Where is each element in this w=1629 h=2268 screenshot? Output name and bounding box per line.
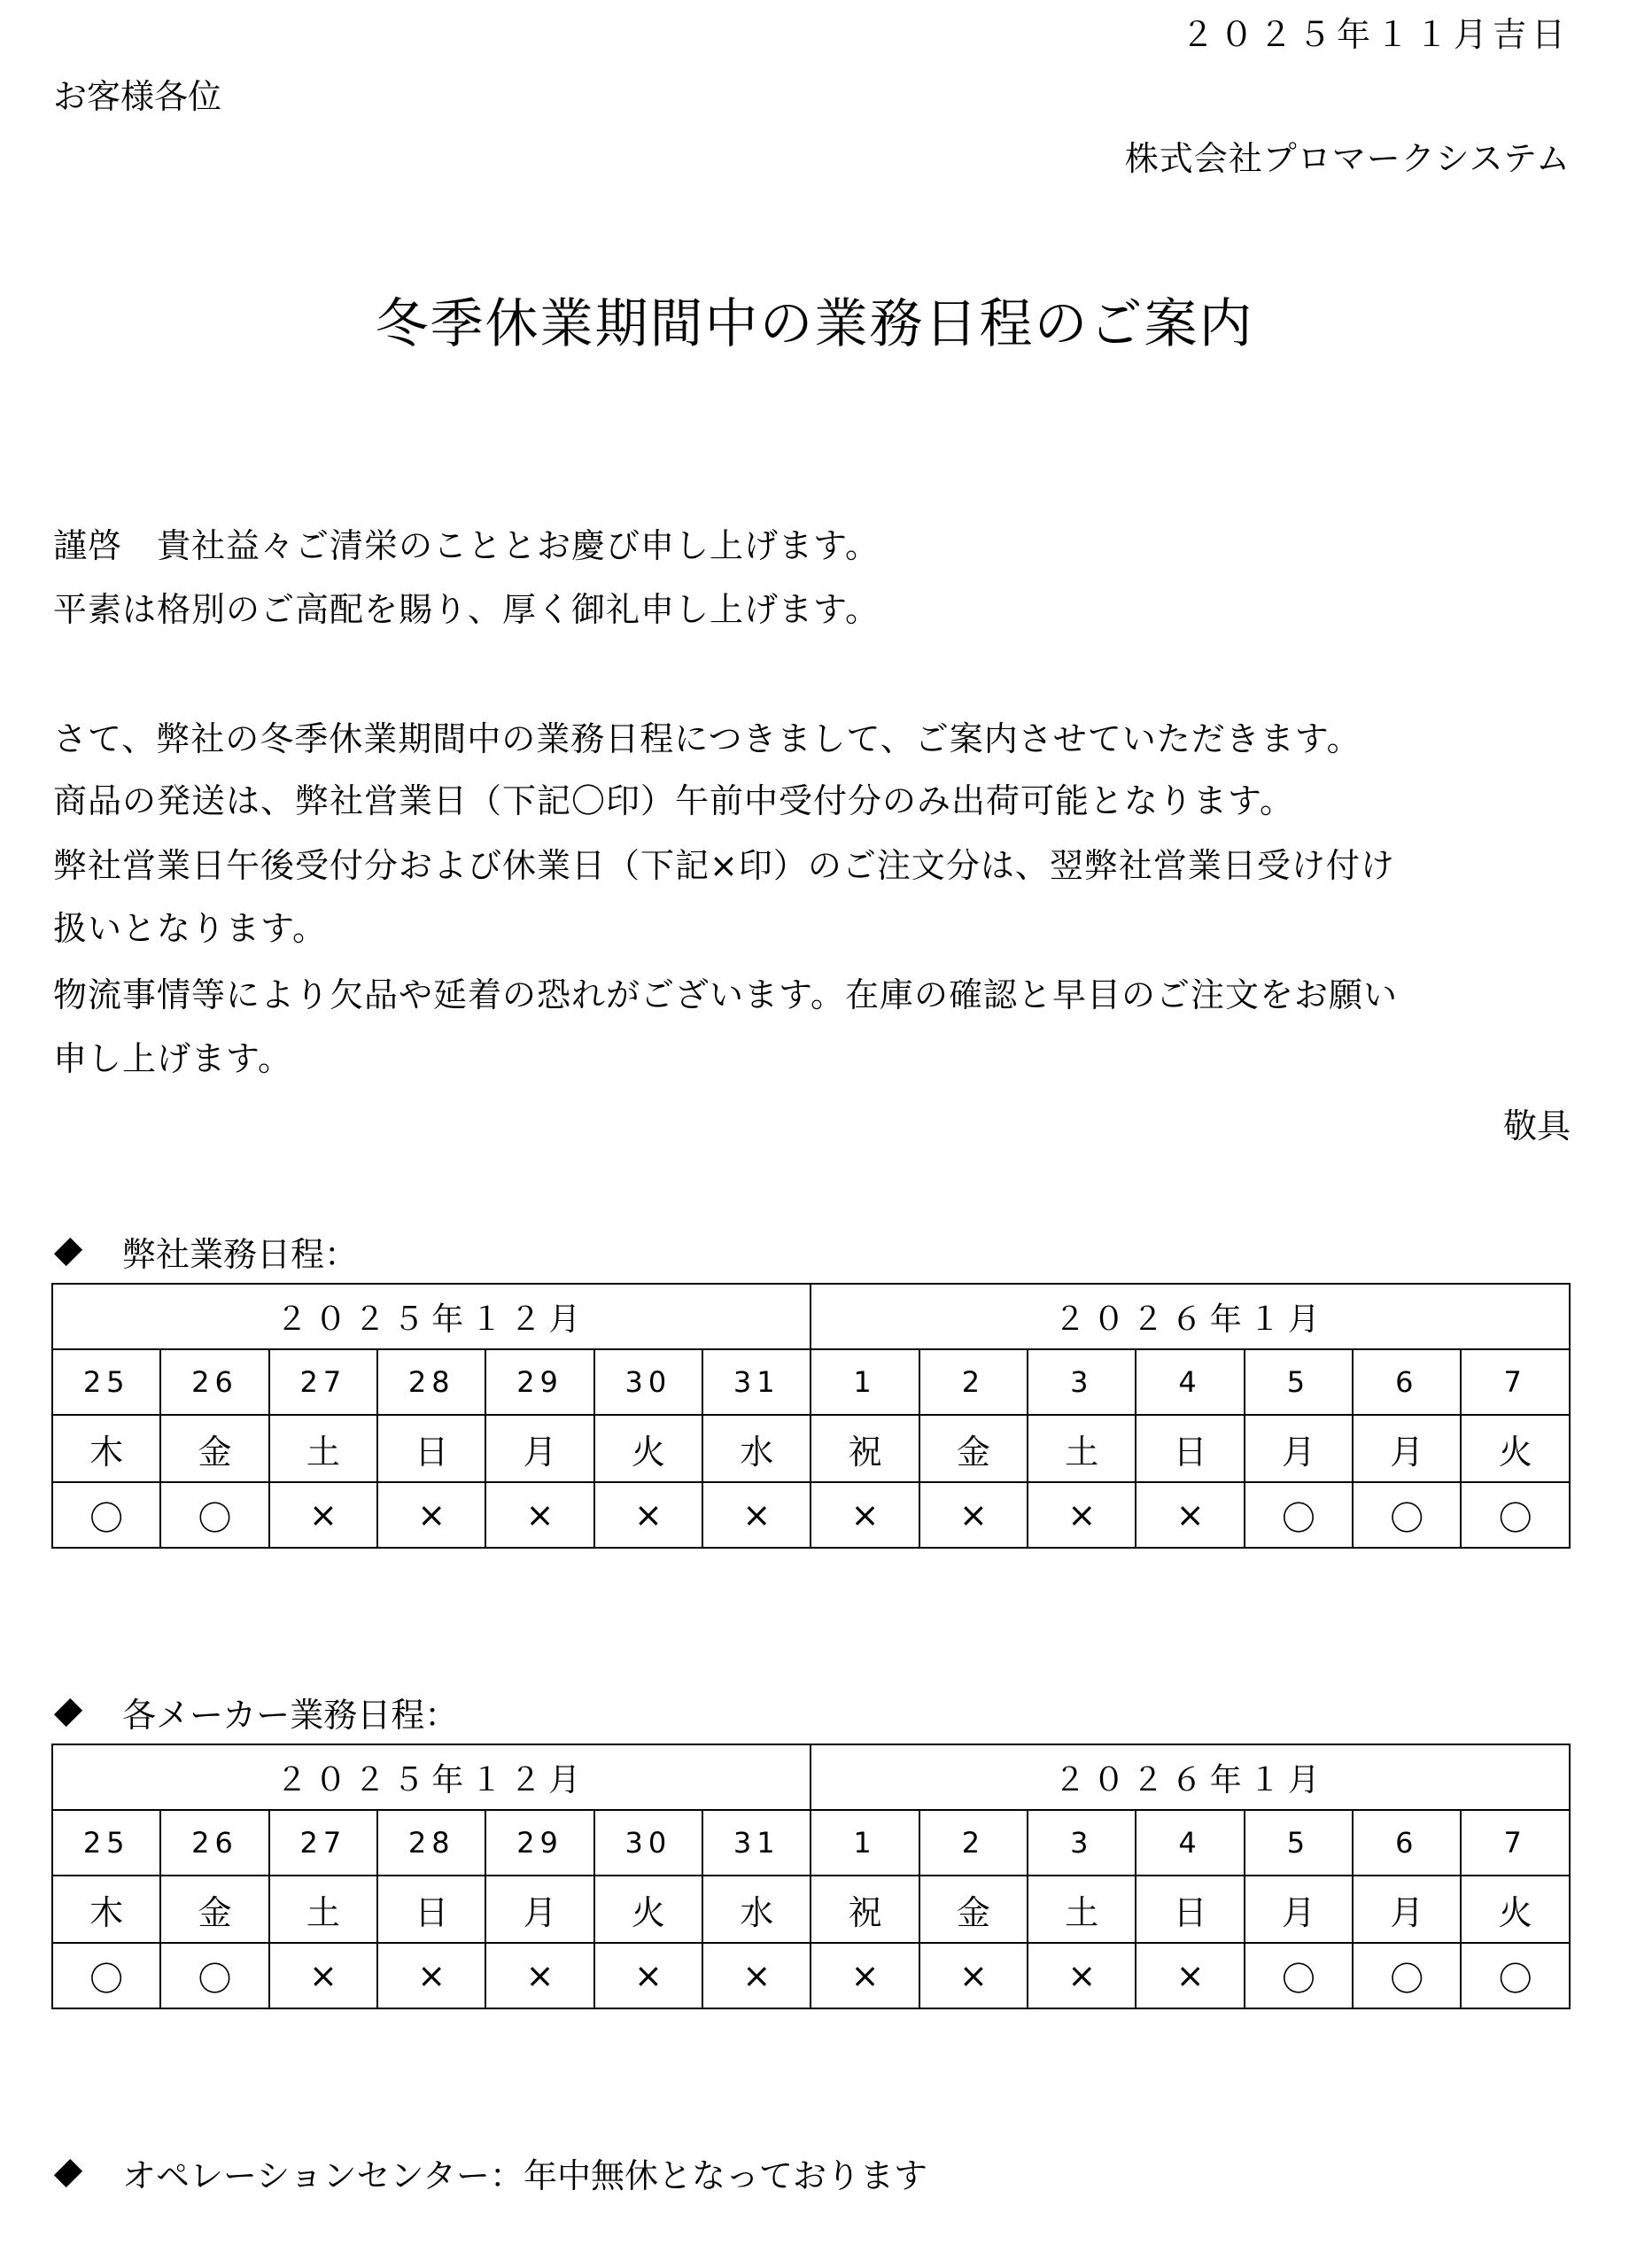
- weekday-cell: 祝: [811, 1415, 919, 1482]
- day-cell: 6: [1353, 1349, 1461, 1415]
- day-cell: 28: [377, 1349, 485, 1415]
- status-mark-cell: ×: [377, 1482, 485, 1548]
- status-mark-cell: ×: [1136, 1482, 1244, 1548]
- status-mark-cell: 〇: [1461, 1482, 1570, 1548]
- body-line: 平素は格別のご高配を賜り、厚く御礼申し上げます。: [53, 590, 880, 629]
- body-line: 弊社営業日午後受付分および休業日（下記×印）のご注文分は、翌弊社営業日受け付け: [53, 846, 1395, 885]
- weekday-cell: 日: [377, 1876, 485, 1943]
- day-cell: 7: [1461, 1810, 1570, 1876]
- status-mark-cell: ×: [1028, 1943, 1136, 2008]
- weekday-cell: 土: [1028, 1415, 1136, 1482]
- day-cell: 25: [52, 1810, 160, 1876]
- weekday-cell: 金: [919, 1876, 1028, 1943]
- day-cell: 30: [594, 1349, 702, 1415]
- diamond-bullet-icon: [54, 1697, 82, 1726]
- status-mark-cell: ×: [919, 1482, 1028, 1548]
- weekday-cell: 日: [1136, 1415, 1244, 1482]
- weekday-cell: 月: [1245, 1415, 1353, 1482]
- section-heading-operation-center: [51, 2148, 927, 2197]
- month-header: ２０２６年１月: [811, 1744, 1570, 1810]
- status-mark-cell: ×: [811, 1482, 919, 1548]
- status-mark-cell: ×: [485, 1482, 593, 1548]
- weekday-cell: 日: [377, 1415, 485, 1482]
- status-mark-cell: ×: [269, 1943, 377, 2008]
- weekday-cell: 金: [160, 1876, 268, 1943]
- diamond-bullet-icon: [54, 1237, 82, 1265]
- status-mark-cell: 〇: [52, 1943, 160, 2008]
- day-cell: 28: [377, 1810, 485, 1876]
- body-line: 扱いとなります。: [53, 909, 327, 948]
- weekday-cell: 土: [269, 1876, 377, 1943]
- weekday-cell: 火: [594, 1876, 702, 1943]
- weekday-cell: 木: [52, 1876, 160, 1943]
- status-mark-cell: ×: [594, 1943, 702, 2008]
- weekday-cell: 水: [702, 1876, 811, 1943]
- status-mark-cell: 〇: [52, 1482, 160, 1548]
- weekday-cell: 木: [52, 1415, 160, 1482]
- weekday-cell: 金: [919, 1415, 1028, 1482]
- status-mark-cell: 〇: [1461, 1943, 1570, 2008]
- section-heading-maker-schedule: [51, 1688, 458, 1736]
- status-mark-cell: ×: [377, 1943, 485, 2008]
- maker-schedule-table: [51, 1744, 1571, 2009]
- status-mark-cell: ×: [485, 1943, 593, 2008]
- day-cell: 26: [160, 1349, 268, 1415]
- day-cell: 4: [1136, 1810, 1244, 1876]
- status-mark-cell: ×: [1028, 1482, 1136, 1548]
- weekday-cell: 祝: [811, 1876, 919, 1943]
- day-cell: 2: [919, 1349, 1028, 1415]
- status-mark-cell: ×: [919, 1943, 1028, 2008]
- weekday-cell: 土: [269, 1415, 377, 1482]
- status-mark-cell: 〇: [160, 1482, 268, 1548]
- day-cell: 3: [1028, 1810, 1136, 1876]
- day-cell: 7: [1461, 1349, 1570, 1415]
- document-date: ２０２５年１１月吉日: [1180, 15, 1571, 54]
- weekday-cell: 金: [160, 1415, 268, 1482]
- weekday-cell: 火: [1461, 1876, 1570, 1943]
- status-mark-cell: 〇: [1245, 1943, 1353, 2008]
- status-mark-cell: ×: [702, 1943, 811, 2008]
- day-cell: 29: [485, 1349, 593, 1415]
- status-mark-cell: ×: [269, 1482, 377, 1548]
- day-cell: 5: [1245, 1349, 1353, 1415]
- day-cell: 31: [702, 1810, 811, 1876]
- day-cell: 31: [702, 1349, 811, 1415]
- section-heading-text: 弊社業務日程：: [122, 1235, 359, 1274]
- closing-phrase: 敬具: [1502, 1107, 1571, 1146]
- weekday-cell: 日: [1136, 1876, 1244, 1943]
- day-cell: 4: [1136, 1349, 1244, 1415]
- operation-center-text: オペレーションセンター：年中無休となっております: [122, 2156, 927, 2195]
- status-mark-cell: ×: [594, 1482, 702, 1548]
- body-line: 謹啓 貴社益々ご清栄のこととお慶び申し上げます。: [53, 526, 880, 565]
- body-line: 商品の発送は、弊社営業日（下記〇印）午前中受付分のみ出荷可能となります。: [53, 781, 1294, 820]
- day-cell: 2: [919, 1810, 1028, 1876]
- day-cell: 27: [269, 1349, 377, 1415]
- weekday-cell: 月: [1245, 1876, 1353, 1943]
- diamond-bullet-icon: [54, 2158, 82, 2186]
- status-mark-cell: ×: [702, 1482, 811, 1548]
- status-mark-cell: 〇: [160, 1943, 268, 2008]
- status-mark-cell: ×: [811, 1943, 919, 2008]
- section-heading-text: 各メーカー業務日程：: [122, 1696, 459, 1735]
- day-cell: 1: [811, 1810, 919, 1876]
- day-cell: 26: [160, 1810, 268, 1876]
- recipient: お客様各位: [53, 77, 222, 116]
- month-header: ２０２５年１２月: [52, 1284, 811, 1349]
- weekday-cell: 月: [485, 1415, 593, 1482]
- status-mark-cell: 〇: [1245, 1482, 1353, 1548]
- day-cell: 29: [485, 1810, 593, 1876]
- day-cell: 3: [1028, 1349, 1136, 1415]
- day-cell: 1: [811, 1349, 919, 1415]
- company-schedule-table: [51, 1283, 1571, 1549]
- body-line: 物流事情等により欠品や延着の恐れがございます。在庫の確認と早目のご注文をお願い: [53, 975, 1398, 1014]
- document-title: 冬季休業期間中の業務日程のご案内: [375, 293, 1254, 355]
- company-name: 株式会社プロマークシステム: [1124, 139, 1571, 178]
- day-cell: 5: [1245, 1810, 1353, 1876]
- weekday-cell: 月: [1353, 1876, 1461, 1943]
- weekday-cell: 火: [1461, 1415, 1570, 1482]
- status-mark-cell: 〇: [1353, 1482, 1461, 1548]
- status-mark-cell: ×: [1136, 1943, 1244, 2008]
- month-header: ２０２５年１２月: [52, 1744, 811, 1810]
- weekday-cell: 月: [485, 1876, 593, 1943]
- section-heading-company-schedule: [51, 1227, 358, 1276]
- day-cell: 30: [594, 1810, 702, 1876]
- weekday-cell: 土: [1028, 1876, 1136, 1943]
- month-header: ２０２６年１月: [811, 1284, 1570, 1349]
- weekday-cell: 水: [702, 1415, 811, 1482]
- body-line: 申し上げます。: [53, 1039, 292, 1078]
- status-mark-cell: 〇: [1353, 1943, 1461, 2008]
- weekday-cell: 月: [1353, 1415, 1461, 1482]
- day-cell: 6: [1353, 1810, 1461, 1876]
- weekday-cell: 火: [594, 1415, 702, 1482]
- day-cell: 25: [52, 1349, 160, 1415]
- day-cell: 27: [269, 1810, 377, 1876]
- body-line: さて、弊社の冬季休業期間中の業務日程につきまして、ご案内させていただきます。: [53, 719, 1361, 758]
